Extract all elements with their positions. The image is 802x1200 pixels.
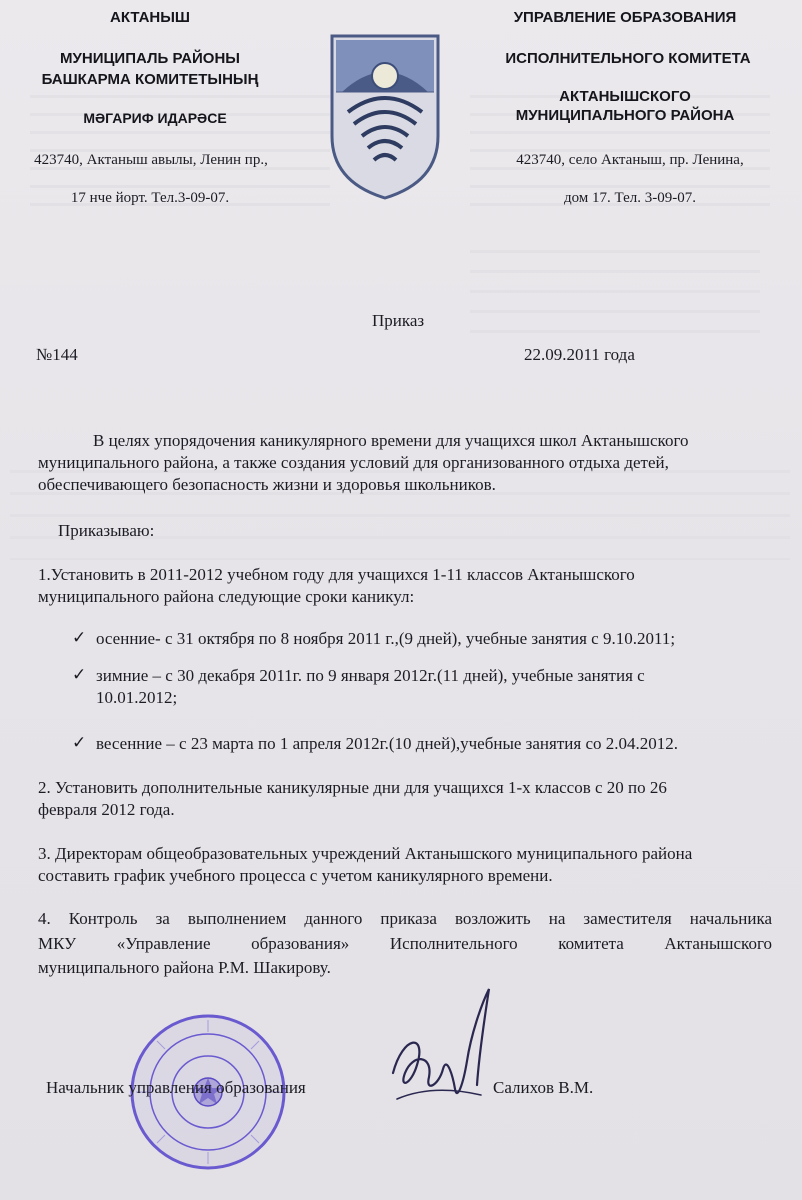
item4-line2: МКУ «Управление образования» Исполнительного комитета Актанышского [38,934,772,953]
item1-line1: 1.Установить в 2011-2012 учебном году для учащихся 1-11 классов Актанышского [38,565,635,584]
left-address-line1: 423740, Актаныш авылы, Ленин пр., [34,152,268,168]
right-address-line2: дом 17. Тел. 3-09-07. [563,190,697,206]
right-header-line4: МУНИЦИПАЛЬНОГО РАЙОНА [515,107,735,124]
item1-line2: муниципального района следующие сроки каникул: [38,587,415,606]
left-header-line2: МУНИЦИПАЛЬ РАЙОНЫ [60,50,240,67]
order-date: 22.09.2011 года [524,345,635,364]
item2-line1: 2. Установить дополнительные каникулярные дни для учащихся 1-х классов с 20 по 26 [38,778,667,797]
item3-line2: составить график учебного процесса с учетом каникулярного времени. [38,866,553,885]
bleed-through-mid [470,250,760,340]
checkmark-icon: ✓ [72,665,87,684]
holiday-autumn: осенние- с 31 октября по 8 ноября 2011 г.,(9 дней), учебные занятия с 9.10.2011; [96,629,676,648]
item4-line1: 4. Контроль за выполнением данного приказа возложить на заместителя начальника [38,909,772,928]
preamble-line2: муниципального района, а также создания условий для организованного отдыха детей, [38,453,669,472]
left-address-line2: 17 нче йорт. Тел.3-09-07. [70,190,230,206]
checkmark-icon: ✓ [72,733,87,752]
preamble-line1: В целях упорядочения каникулярного времени для учащихся школ Актанышского [93,431,689,450]
item2-line2: февраля 2012 года. [38,800,175,819]
signatory-position: Начальник управления образования [46,1078,306,1097]
holiday-winter-cont: 10.01.2012; [96,688,178,707]
left-header-line4: МӘГАРИФ ИДАРӘСЕ [83,110,227,126]
item4-line3: муниципального района Р.М. Шакирову. [38,958,331,977]
holiday-spring: весенние – с 23 марта по 1 апреля 2012г.(10 дней),учебные занятия со 2.04.2012. [96,734,678,753]
right-header-line2: ИСПОЛНИТЕЛЬНОГО КОМИТЕТА [505,50,751,67]
order-title: Приказ [372,311,425,330]
right-address-line1: 423740, село Актаныш, пр. Ленина, [516,152,744,168]
holiday-winter: зимние – с 30 декабря 2011г. по 9 января 2012г.(11 дней), учебные занятия с [96,666,645,685]
left-header-line1: АКТАНЫШ [109,9,190,26]
coat-of-arms-icon [328,32,442,202]
checkmark-icon: ✓ [72,628,87,647]
preamble-line3: обеспечивающего безопасность жизни и здоровья школьников. [38,475,496,494]
order-word: Приказываю: [58,521,155,540]
item3-line1: 3. Директорам общеобразовательных учреждений Актанышского муниципального района [38,844,693,863]
order-number: №144 [36,345,78,364]
left-header-line3: БАШКАРМА КОМИТЕТЫНЫҢ [41,71,259,88]
handwritten-signature-icon [385,985,495,1115]
right-header-line1: УПРАВЛЕНИЕ ОБРАЗОВАНИЯ [513,9,737,26]
right-header-line3: АКТАНЫШСКОГО [559,88,691,105]
signatory-name: Салихов В.М. [493,1078,594,1097]
